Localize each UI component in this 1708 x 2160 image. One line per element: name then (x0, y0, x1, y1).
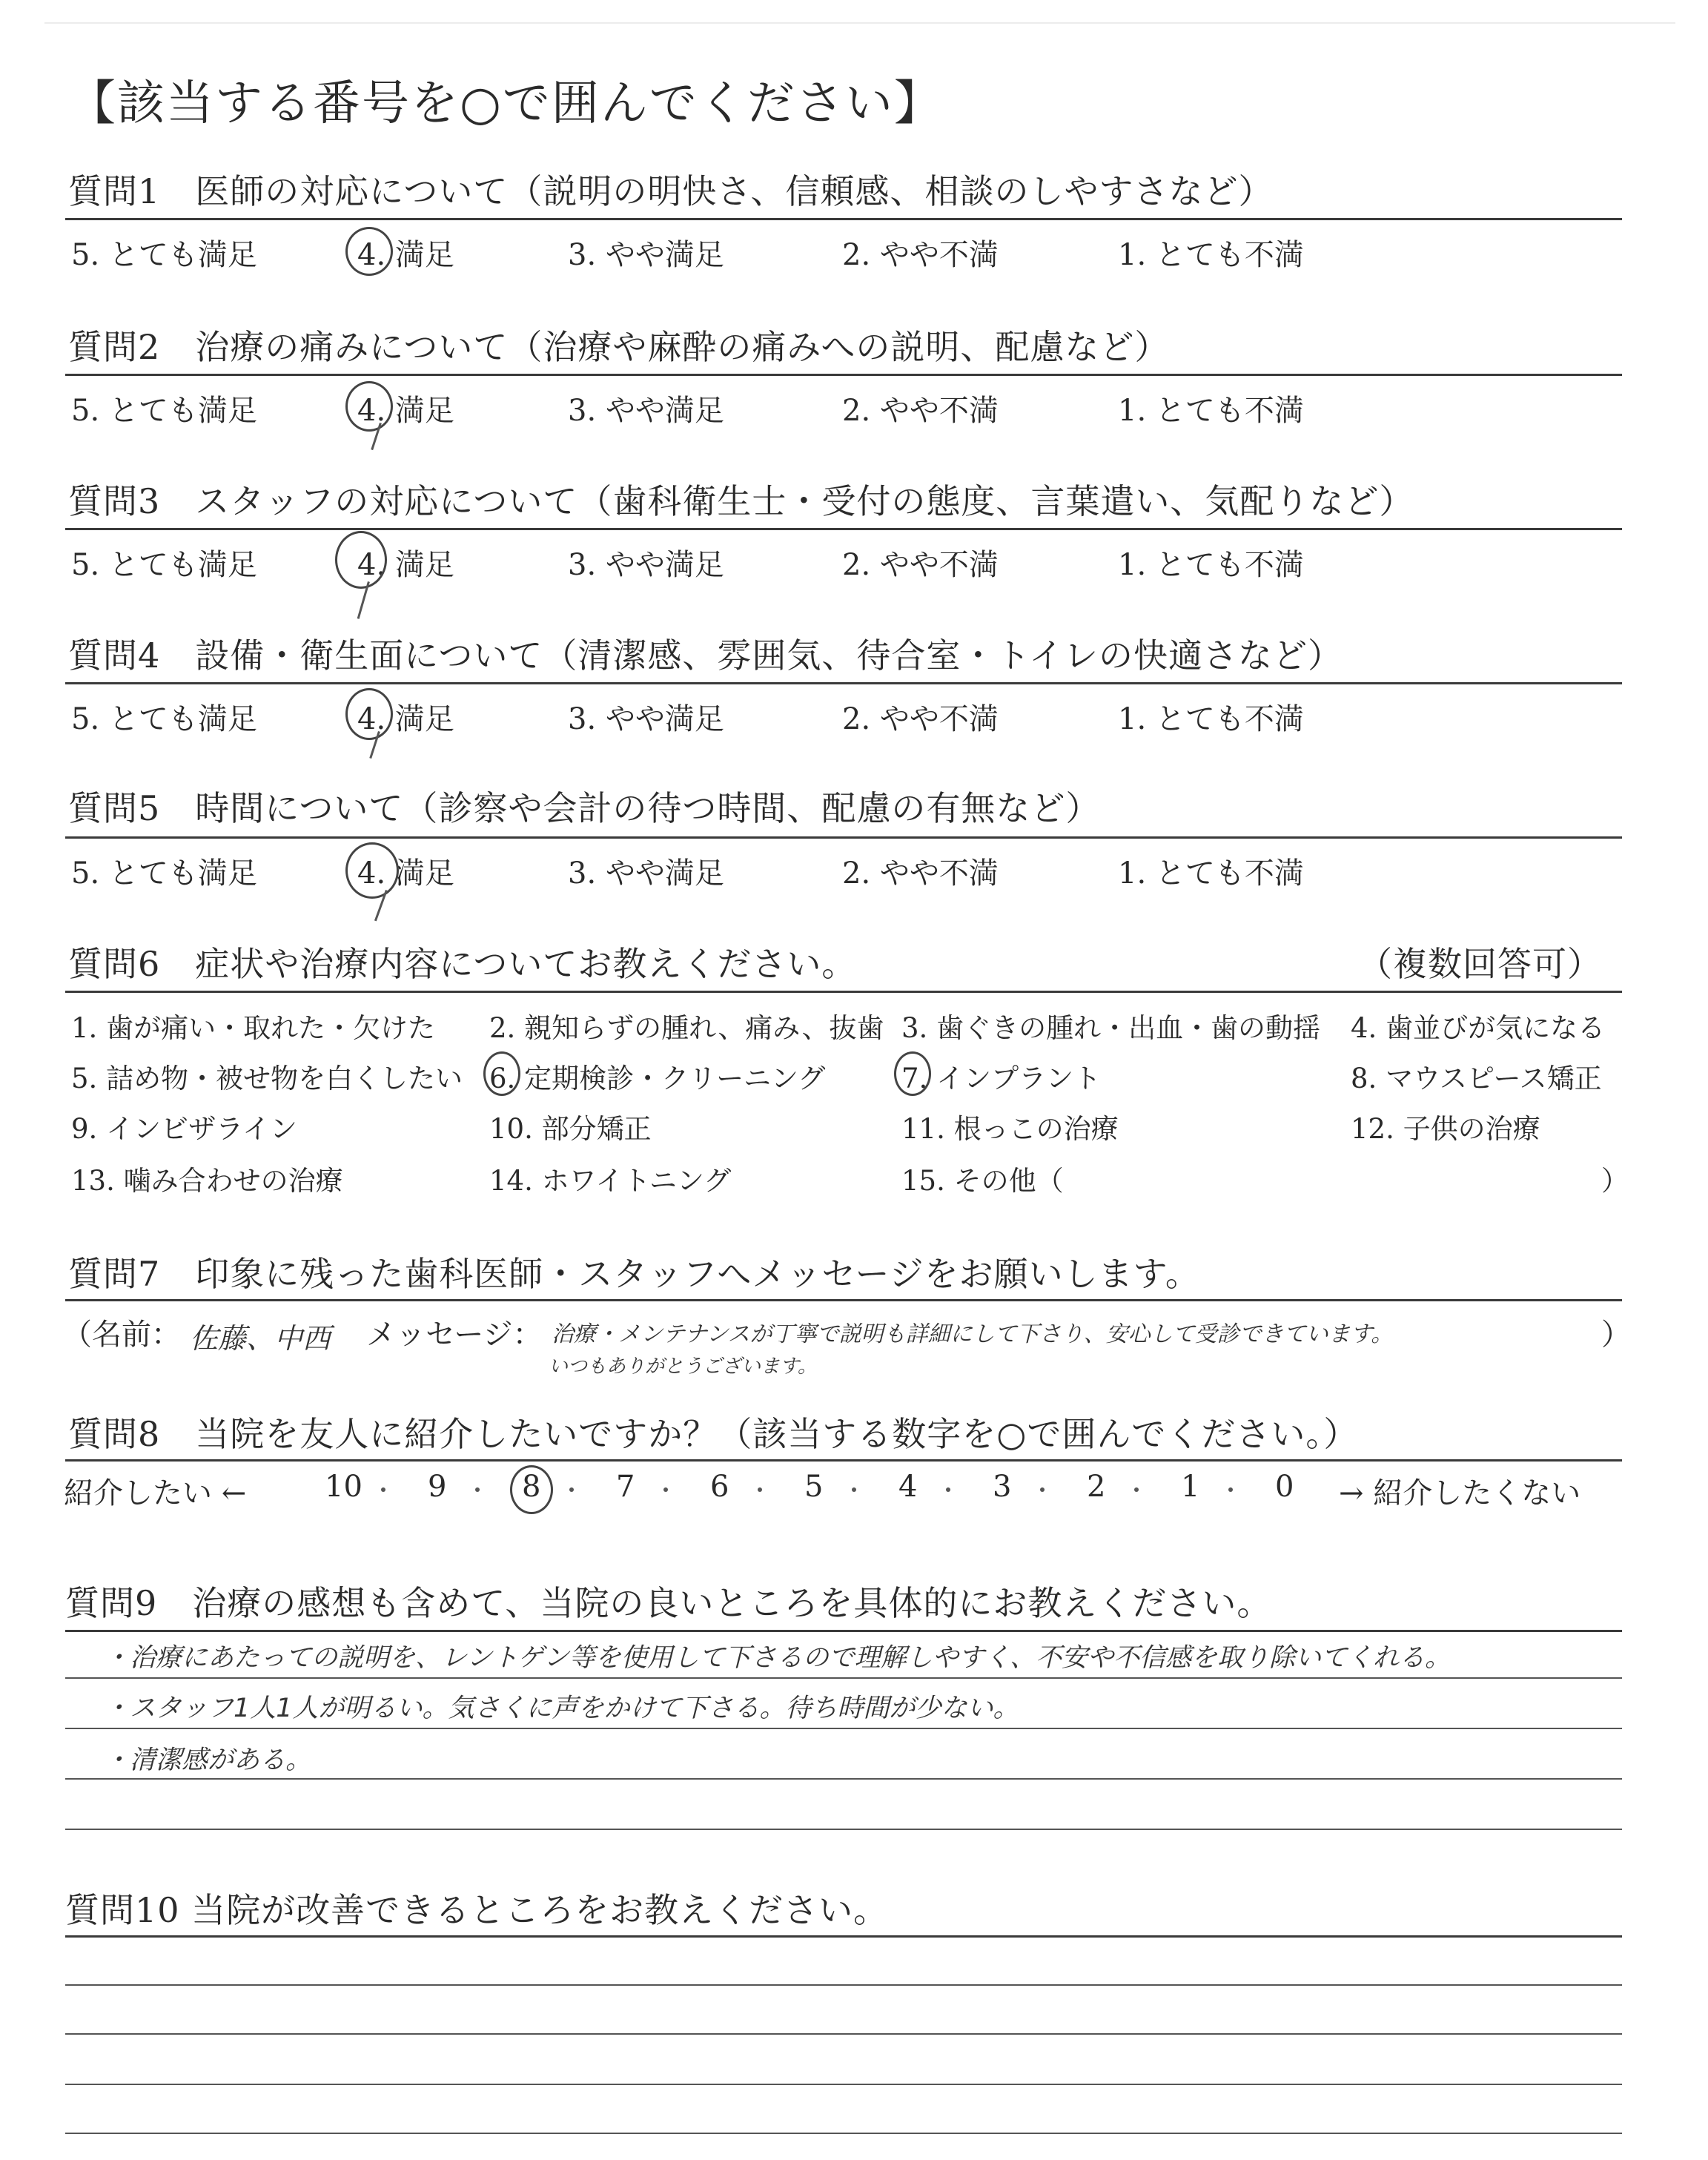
q6-item-10[interactable]: 10. 部分矯正 (489, 1113, 652, 1145)
q3-option-1[interactable]: 1. とても不満 (1118, 548, 1304, 582)
q1-option-4[interactable]: 4. 満足 (357, 238, 454, 272)
question-4-rule (65, 682, 1622, 684)
q9-answer-line-3[interactable]: ・清潔感がある。 (104, 1745, 312, 1775)
question-4-title: 質問4 設備・衛生面について（清潔感、雰囲気、待合室・トイレの快適さなど） (68, 635, 1343, 676)
q2-answer-circle-mark (345, 381, 393, 432)
q4-answer-circle-mark (345, 688, 393, 740)
q8-scale-value-6[interactable]: 6 (710, 1470, 729, 1504)
question-3-title: 質問3 スタッフの対応について（歯科衛生士・受付の態度、言葉遣い、気配りなど） (68, 481, 1414, 521)
question-2-rule (65, 374, 1622, 376)
q7-close-paren: ） (1601, 1318, 1631, 1352)
q8-scale-value-5[interactable]: 5 (804, 1470, 824, 1504)
q10-writing-line-2 (65, 2033, 1622, 2035)
q1-option-1[interactable]: 1. とても不満 (1118, 238, 1304, 272)
q6-item-15[interactable]: 15. その他（ (901, 1165, 1064, 1197)
q8-scale-separator (1040, 1487, 1045, 1492)
q8-scale-value-10[interactable]: 10 (325, 1470, 363, 1504)
q1-option-3[interactable]: 3. やや満足 (568, 238, 724, 272)
question-5-title: 質問5 時間について（診察や会計の待つ時間、配慮の有無など） (68, 788, 1101, 828)
q3-option-4[interactable]: 4. 満足 (357, 548, 454, 582)
question-9-rule (65, 1630, 1622, 1632)
q8-scale-value-2[interactable]: 2 (1087, 1470, 1106, 1504)
q2-option-2[interactable]: 2. やや不満 (842, 394, 999, 428)
q8-scale-separator (1228, 1487, 1233, 1492)
q4-option-5[interactable]: 5. とても満足 (71, 702, 257, 736)
q9-writing-line-4 (65, 1829, 1622, 1830)
q6-item-7[interactable]: 7. インプラント (901, 1063, 1102, 1094)
instruction-heading: 【該当する番号を○で囲んでください】 (68, 76, 943, 131)
q8-answer-circle-mark (510, 1465, 553, 1514)
question-6-rule (65, 991, 1622, 993)
q5-option-4[interactable]: 4. 満足 (357, 856, 454, 891)
question-7-title: 質問7 印象に残った歯科医師・スタッフへメッセージをお願いします。 (68, 1254, 1200, 1294)
q9-writing-line-3 (65, 1778, 1622, 1780)
q9-answer-line-2[interactable]: ・スタッフ1人1人が明るい。気さくに声をかけて下さる。待ち時間が少ない。 (104, 1694, 1019, 1723)
q6-item-13[interactable]: 13. 噛み合わせの治療 (71, 1165, 343, 1197)
q1-option-5[interactable]: 5. とても満足 (71, 238, 257, 272)
q8-scale-separator (1134, 1487, 1139, 1492)
question-8-title: 質問8 当院を友人に紹介したいですか？（該当する数字を○で囲んでください。） (68, 1414, 1359, 1454)
q8-scale-value-7[interactable]: 7 (616, 1470, 635, 1504)
q6-item-5[interactable]: 5. 詰め物・被せ物を白くしたい (71, 1063, 463, 1094)
q8-scale-value-8[interactable]: 8 (522, 1470, 541, 1504)
q8-scale-value-0[interactable]: 0 (1275, 1470, 1294, 1504)
q6-item-12[interactable]: 12. 子供の治療 (1351, 1113, 1540, 1145)
q9-writing-line-2 (65, 1728, 1622, 1729)
q2-option-1[interactable]: 1. とても不満 (1118, 394, 1304, 428)
question-3-rule (65, 528, 1622, 530)
q5-option-2[interactable]: 2. やや不満 (842, 856, 999, 891)
q6-item-6-circle-mark (483, 1051, 520, 1096)
q9-writing-line-1 (65, 1677, 1622, 1679)
q3-option-2[interactable]: 2. やや不満 (842, 548, 999, 582)
q2-option-4[interactable]: 4. 満足 (357, 394, 454, 428)
q6-item-3[interactable]: 3. 歯ぐきの腫れ・出血・歯の動揺 (901, 1012, 1321, 1044)
q5-option-5[interactable]: 5. とても満足 (71, 856, 257, 891)
q2-option-3[interactable]: 3. やや満足 (568, 394, 724, 428)
q6-other-close-paren: ） (1601, 1165, 1629, 1197)
q8-left-label: 紹介したい ← (64, 1476, 247, 1510)
q8-scale-separator (946, 1487, 950, 1492)
q2-option-5[interactable]: 5. とても満足 (71, 394, 257, 428)
q6-item-4[interactable]: 4. 歯並びが気になる (1351, 1012, 1606, 1044)
q8-scale-separator (381, 1487, 385, 1492)
q1-answer-circle-mark (345, 227, 393, 276)
q6-item-1[interactable]: 1. 歯が痛い・取れた・欠けた (71, 1012, 436, 1044)
q8-scale-separator (475, 1487, 480, 1492)
q3-answer-circle-mark (335, 531, 387, 589)
question-5-rule (65, 836, 1622, 839)
q4-option-4[interactable]: 4. 満足 (357, 702, 454, 736)
q9-answer-line-1[interactable]: ・治療にあたっての説明を、レントゲン等を使用して下さるので理解しやすく、不安や不信感を取り除いてくれる。 (104, 1643, 1452, 1673)
q1-option-2[interactable]: 2. やや不満 (842, 238, 999, 272)
question-1-title: 質問1 医師の対応について（説明の明快さ、信頼感、相談のしやすさなど） (68, 171, 1274, 211)
q6-item-2[interactable]: 2. 親知らずの腫れ、痛み、抜歯 (489, 1012, 884, 1044)
q8-scale-separator (852, 1487, 856, 1492)
question-2-title: 質問2 治療の痛みについて（治療や麻酔の痛みへの説明、配慮など） (68, 327, 1170, 367)
q6-item-7-circle-mark (894, 1051, 931, 1096)
q10-writing-line-1 (65, 1984, 1622, 1986)
scan-top-edge (44, 22, 1675, 24)
q8-scale-separator (758, 1487, 762, 1492)
q5-option-3[interactable]: 3. やや満足 (568, 856, 724, 891)
question-1-rule (65, 218, 1622, 220)
q8-scale-value-4[interactable]: 4 (898, 1470, 918, 1504)
question-10-rule (65, 1935, 1622, 1938)
q6-item-9[interactable]: 9. インビザライン (71, 1113, 297, 1145)
q8-scale-separator (569, 1487, 574, 1492)
q5-option-1[interactable]: 1. とても不満 (1118, 856, 1304, 891)
question-10-title: 質問10 当院が改善できるところをお教えください。 (65, 1890, 889, 1930)
q8-scale-value-3[interactable]: 3 (993, 1470, 1012, 1504)
q7-name-value[interactable]: 佐藤、中西 (190, 1322, 331, 1355)
question-7-rule (65, 1299, 1622, 1301)
q4-option-3[interactable]: 3. やや満足 (568, 702, 724, 736)
q7-message-label: メッセージ： (366, 1318, 543, 1352)
q3-option-5[interactable]: 5. とても満足 (71, 548, 257, 582)
q6-item-14[interactable]: 14. ホワイトニング (489, 1165, 732, 1197)
question-6-title: 質問6 症状や治療内容についてお教えください。 (68, 944, 857, 984)
q6-item-8[interactable]: 8. マウスピース矯正 (1351, 1063, 1602, 1094)
q7-name-label: （名前： (62, 1318, 181, 1352)
q4-option-2[interactable]: 2. やや不満 (842, 702, 999, 736)
question-8-rule (65, 1459, 1622, 1462)
question-6-note: （複数回答可） (1358, 944, 1602, 984)
q7-message-line-1[interactable]: 治療・メンテナンスが丁寧で説明も詳細にして下さり、安心して受診できています。 (552, 1321, 1394, 1347)
q10-writing-line-4 (65, 2133, 1622, 2134)
q3-option-3[interactable]: 3. やや満足 (568, 548, 724, 582)
q8-right-label: → 紹介したくない (1339, 1476, 1581, 1510)
q4-option-1[interactable]: 1. とても不満 (1118, 702, 1304, 736)
q8-scale-value-1[interactable]: 1 (1181, 1470, 1200, 1504)
q6-item-11[interactable]: 11. 根っこの治療 (901, 1113, 1119, 1145)
q7-message-line-2[interactable]: いつもありがとうございます。 (549, 1355, 817, 1378)
q6-item-6[interactable]: 6. 定期検診・クリーニング (489, 1063, 826, 1094)
q8-scale-value-9[interactable]: 9 (428, 1470, 447, 1504)
q10-writing-line-3 (65, 2084, 1622, 2085)
q8-scale-separator (663, 1487, 668, 1492)
q5-answer-circle-mark (345, 842, 399, 899)
question-9-title: 質問9 治療の感想も含めて、当院の良いところを具体的にお教えください。 (65, 1583, 1272, 1623)
